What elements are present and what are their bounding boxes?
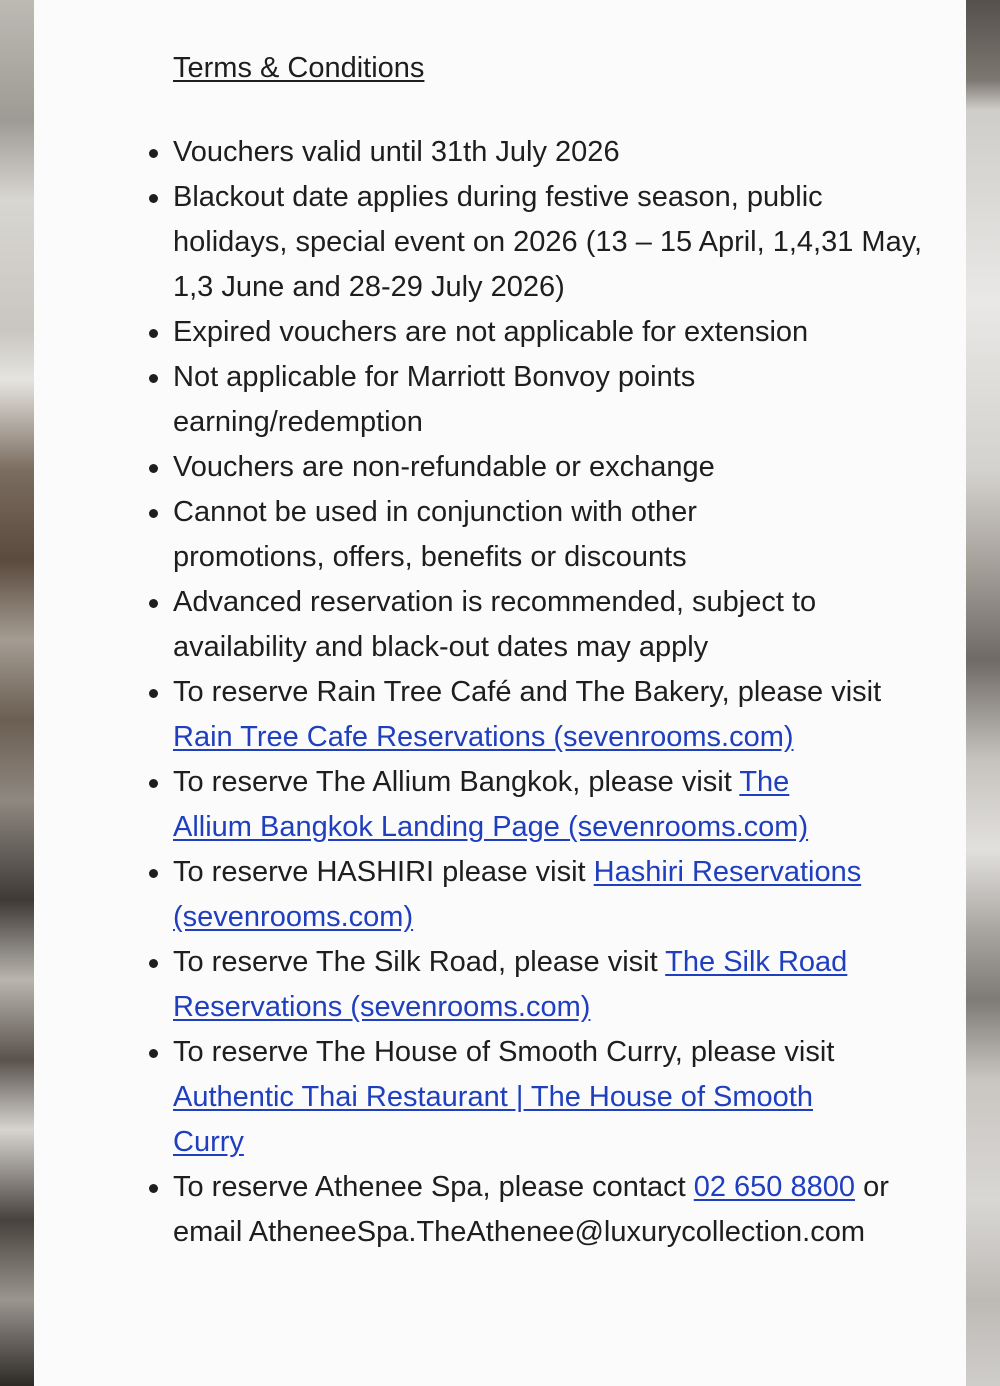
item-text: Cannot be used in conjunction with other promotions, offers, benefits or discounts (173, 496, 697, 573)
list-item (173, 310, 933, 355)
list-item (173, 670, 918, 760)
house-of-smooth-curry-link[interactable]: Authentic Thai Restaurant | The House of Smooth Curry (173, 1081, 813, 1158)
allium-bangkok-reservation-link[interactable]: The Allium Bangkok Landing Page (sevenrooms.com) (173, 766, 809, 843)
item-text: To reserve HASHIRI please visit (173, 856, 594, 888)
silk-road-reservation-link[interactable]: The Silk Road Reservations (sevenrooms.com) (173, 946, 848, 1023)
list-item (173, 580, 903, 670)
item-text: To reserve Rain Tree Café and The Bakery, please visit (173, 676, 882, 708)
list-item (173, 355, 773, 445)
terms-panel (34, 0, 966, 1386)
item-text: To reserve The House of Smooth Curry, please visit (173, 1036, 835, 1068)
hashiri-reservation-link[interactable]: Hashiri Reservations (sevenrooms.com) (173, 856, 862, 933)
list-item (173, 445, 933, 490)
item-text: Not applicable for Marriott Bonvoy points earning/redemption (173, 361, 696, 438)
item-text: To reserve Athenee Spa, please contact (173, 1171, 694, 1203)
list-item (173, 175, 933, 310)
item-text: Advanced reservation is recommended, subject to availability and black-out dates may apply (173, 586, 817, 663)
item-text: Blackout date applies during festive season, public holidays, special event on 2026 (13 – 15 April, 1,4,31 May, 1,3 June and 28-29 July 2026) (173, 181, 923, 303)
terms-title: Terms & Conditions (173, 52, 425, 84)
background-photo-right (966, 0, 1000, 1386)
list-item (173, 1030, 863, 1165)
list-item (173, 130, 933, 175)
list-item (173, 940, 913, 1030)
list-item (173, 850, 933, 940)
item-text: Vouchers valid until 31th July 2026 (173, 136, 620, 168)
background-photo-left (0, 0, 34, 1386)
list-item (173, 1165, 908, 1255)
item-text-after: or email AtheneeSpa.TheAthenee@luxurycollection.com (173, 1171, 889, 1248)
athenee-spa-phone-link[interactable]: 02 650 8800 (693, 1171, 856, 1203)
item-text: To reserve The Silk Road, please visit (173, 946, 666, 978)
item-text: To reserve The Allium Bangkok, please visit (173, 766, 740, 798)
list-item (173, 490, 773, 580)
item-text: Expired vouchers are not applicable for extension (173, 316, 809, 348)
rain-tree-cafe-reservation-link[interactable]: Rain Tree Cafe Reservations (sevenrooms.com) (173, 721, 794, 753)
list-item (173, 760, 873, 850)
terms-list (173, 130, 933, 1255)
item-text: Vouchers are non-refundable or exchange (173, 451, 715, 483)
